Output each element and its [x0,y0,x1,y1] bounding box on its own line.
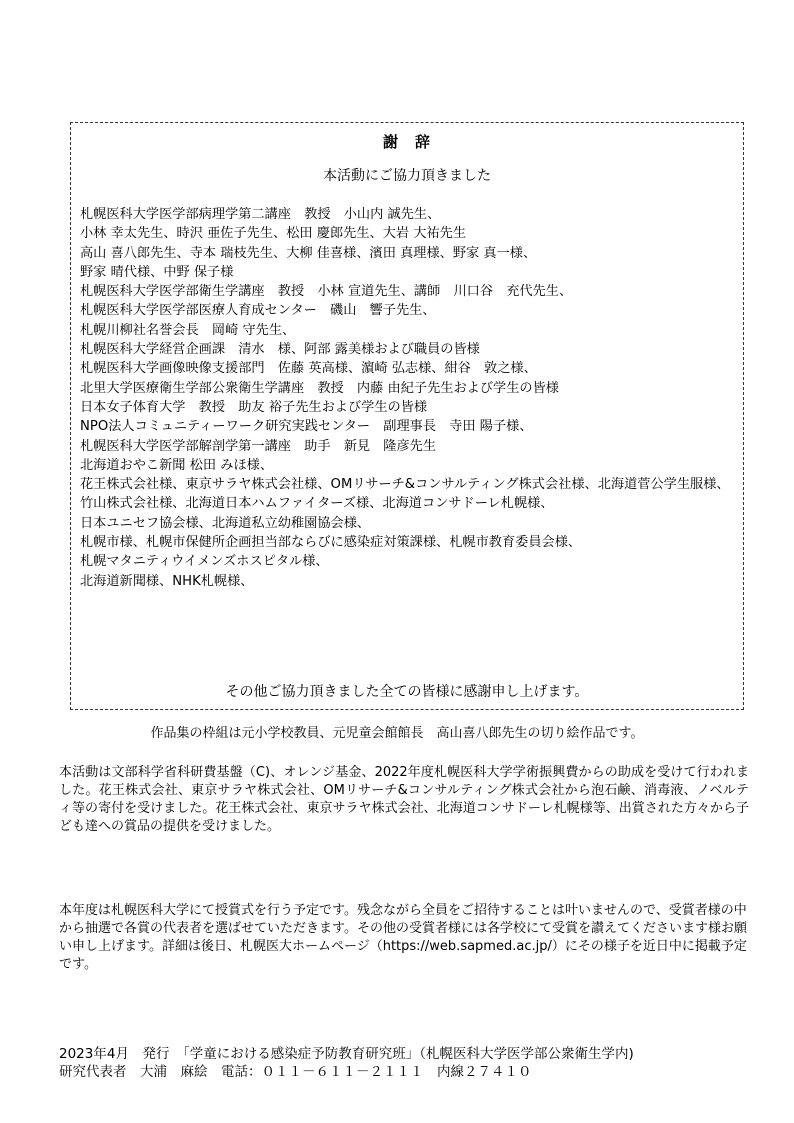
contributor-line: 小林 幸太先生、時沢 亜佐子先生、松田 慶郎先生、大岩 大祐先生 [80,226,467,242]
contributor-list [80,205,740,591]
acknowledgements-subtitle: 本活動にご協力頂きました [323,168,491,184]
contributor-line: 花王株式会社様、東京サラヤ株式会社様、OMリサーチ&コンサルティング株式会社様、北海道菅公学生服様、竹山株式会社様、北海道日本ハムファイターズ様、北海道コンサドーレ札幌様、 [80,477,730,512]
contributor-line: 札幌医科大学経営企画課 清水 様、阿部 露美様および職員の皆様 [80,342,480,358]
contributor-line: 日本ユニセフ協会様、北海道私立幼稚園協会様、 [80,515,371,531]
acknowledgements-closing: その他ご協力頂きました全ての皆様に感謝申し上げます。 [225,684,589,700]
representative-contact-line: 研究代表者 大浦 麻絵 電話：０１１－６１１－２１１１ 内線２７４１０ [59,1064,532,1080]
acknowledgements-title: 謝 辞 [382,133,431,151]
funding-paragraph: 本活動は文部科学省科研費基盤（C)、オレンジ基金、2022年度札幌医科大学学術振興費からの助成を受けて行われました。花王株式会社、東京サラヤ株式会社、OMリサーチ&コンサルティング株式会社から泡石鹸、消毒液、ノベルティ等の寄付を受けました。花王株式会社、東京サラヤ株式会社、北海道コンサドーレ札幌様等、出賞された方々から子ども達への賞品の提供を受けました。 [59,765,749,834]
contributor-line: 札幌医科大学医学部衛生学講座 教授 小林 宣道先生、講師 川口谷 充代先生、 [80,284,573,300]
contributor-line: 北里大学医療衛生学部公衆衛生学講座 教授 内藤 由紀子先生および学生の皆様 [80,380,559,396]
frame-credit-note: 作品集の枠組は元小学校教員、元児童会館館長 高山喜八郎先生の切り絵作品です。 [150,726,644,741]
publication-line: 2023年4月 発行 「学童における感染症予防教育研究班」（札幌医科大学医学部公衆衛生学内) [59,1046,634,1062]
contributor-line: 札幌医科大学医学部病理学第二講座 教授 小山内 誠先生、 [80,207,441,222]
ceremony-paragraph: 本年度は札幌医科大学にて授賞式を行う予定です。残念ながら全員をご招待することは叶いませんので、受賞者様の中から抽選で各賞の代表者を選ばせていただきます。その他の受賞者様には各学校にて受賞を讃えてくださいます様お願い申し上げます。詳細は後日、札幌医大ホームページ（https://web.sapmed.ac.jp/）にその様子を近日中に掲載予定です。 [59,903,747,972]
contributor-line: 札幌市様、札幌市保健所企画担当部ならびに感染症対策課様、札幌市教育委員会様、 [80,535,582,551]
contributor-line: 北海道おやこ新聞 松田 みほ様、 [80,457,274,473]
contributor-line: 札幌川柳社名誉会長 岡崎 守先生、 [80,322,296,338]
contributor-line: 高山 喜八郎先生、寺本 瑞枝先生、大柳 佳喜様、濱田 真理様、野家 真一様、 [80,245,537,261]
contributor-line: 日本女子体育大学 教授 助友 裕子先生および学生の皆様 [80,399,428,415]
contributor-line: 札幌医科大学医学部医療人育成センター 磯山 響子先生、 [80,303,436,319]
acknowledgements-box [70,122,744,710]
contributor-line: NPO法人コミュニティーワーク研究実践センター 副理事長 寺田 陽子様、 [80,419,533,435]
contributor-line: 札幌医科大学画像映像支援部門 佐藤 英高様、濵崎 弘志様、紺谷 敦之様、 [80,361,537,377]
contributor-line: 札幌医科大学医学部解剖学第一講座 助手 新見 隆彦先生 [80,438,437,454]
publication-footer [59,1045,759,1081]
contributor-line: 野家 晴代様、中野 保子様 [80,264,234,280]
contributor-line: 北海道新聞様、NHK札幌様、 [80,573,254,589]
contributor-line: 札幌マタニティウイメンズホスピタル様、 [80,554,329,570]
